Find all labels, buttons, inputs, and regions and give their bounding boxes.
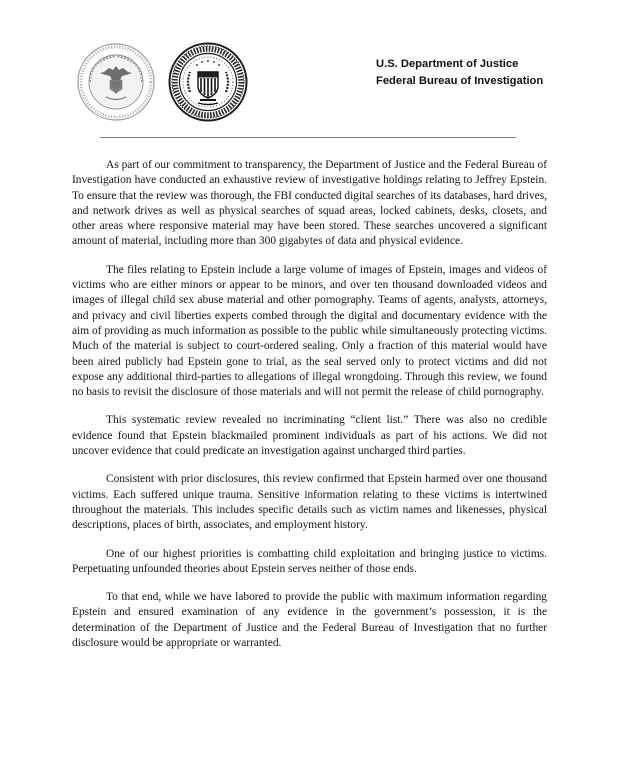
- paragraph-no-client-list: This systematic review revealed no incriminating “client list.” There was also no credible evidence found that Epstein blackmailed prominent individuals as part of his actions. We did not uncover evidence that could predicate an investigation against uncharged third parties.: [72, 414, 547, 458]
- paragraph-file-contents: The files relating to Epstein include a large volume of images of Epstein, images and videos of victims who are either minors or appear to be minors, and over ten thousand downloaded videos and images of illegal child sex abuse material and other pornography. Teams of agents, analysts, attorneys, and privacy and civil liberties experts combed through the digital and documentary evidence with the aim of providing as much information as possible to the public while simultaneously protecting victims. Much of the material is subject to court-ordered sealing. Only a fraction of this material would have been aired publicly had Epstein gone to trial, as the seal served only to protect victims and did not expose any additional third-parties to allegations of illegal wrongdoing. Through this review, we found no basis to revisit the disclosure of those materials and will not permit the release of child pornography.: [72, 263, 547, 399]
- header-divider: [100, 137, 516, 138]
- doj-seal-icon: [76, 42, 156, 122]
- paragraph-determination: To that end, while we have labored to provide the public with maximum information regarding Epstein and ensured examination of any evidence in the government’s possession, it is the determination of the Department of Justice and the Federal Bureau of Investigation that no further disclosure would be appropriate or warranted.: [72, 591, 547, 650]
- paragraph-review-scope: As part of our commitment to transparency, the Department of Justice and the Federal Bureau of Investigation have conducted an exhaustive review of investigative holdings relating to Jeffrey Epstein. To ensure that the review was thorough, the FBI conducted digital searches of its databases, hard drives, and network drives as well as physical searches of squad areas, locked cabinets, desks, closets, and other areas where responsive material may have been stored. These searches uncovered a significant amount of material, including more than 300 gigabytes of data and physical evidence.: [72, 159, 547, 248]
- fbi-seal-icon: [168, 42, 248, 122]
- paragraph-victims: Consistent with prior disclosures, this review confirmed that Epstein harmed over one thousand victims. Each suffered unique trauma. Sensitive information relating to these victims is intertwined throughout the materials. This includes specific details such as victim names and likenesses, physical descriptions, places of birth, associates, and employment history.: [72, 473, 547, 532]
- agency-heading: [376, 56, 543, 90]
- agency-line-fbi: Federal Bureau of Investigation: [376, 75, 544, 87]
- agency-line-doj: U.S. Department of Justice: [376, 58, 519, 70]
- memo-body: [72, 158, 547, 664]
- paragraph-priorities: One of our highest priorities is combatting child exploitation and bringing justice to victims. Perpetuating unfounded theories about Epstein serves neither of those ends.: [72, 547, 547, 575]
